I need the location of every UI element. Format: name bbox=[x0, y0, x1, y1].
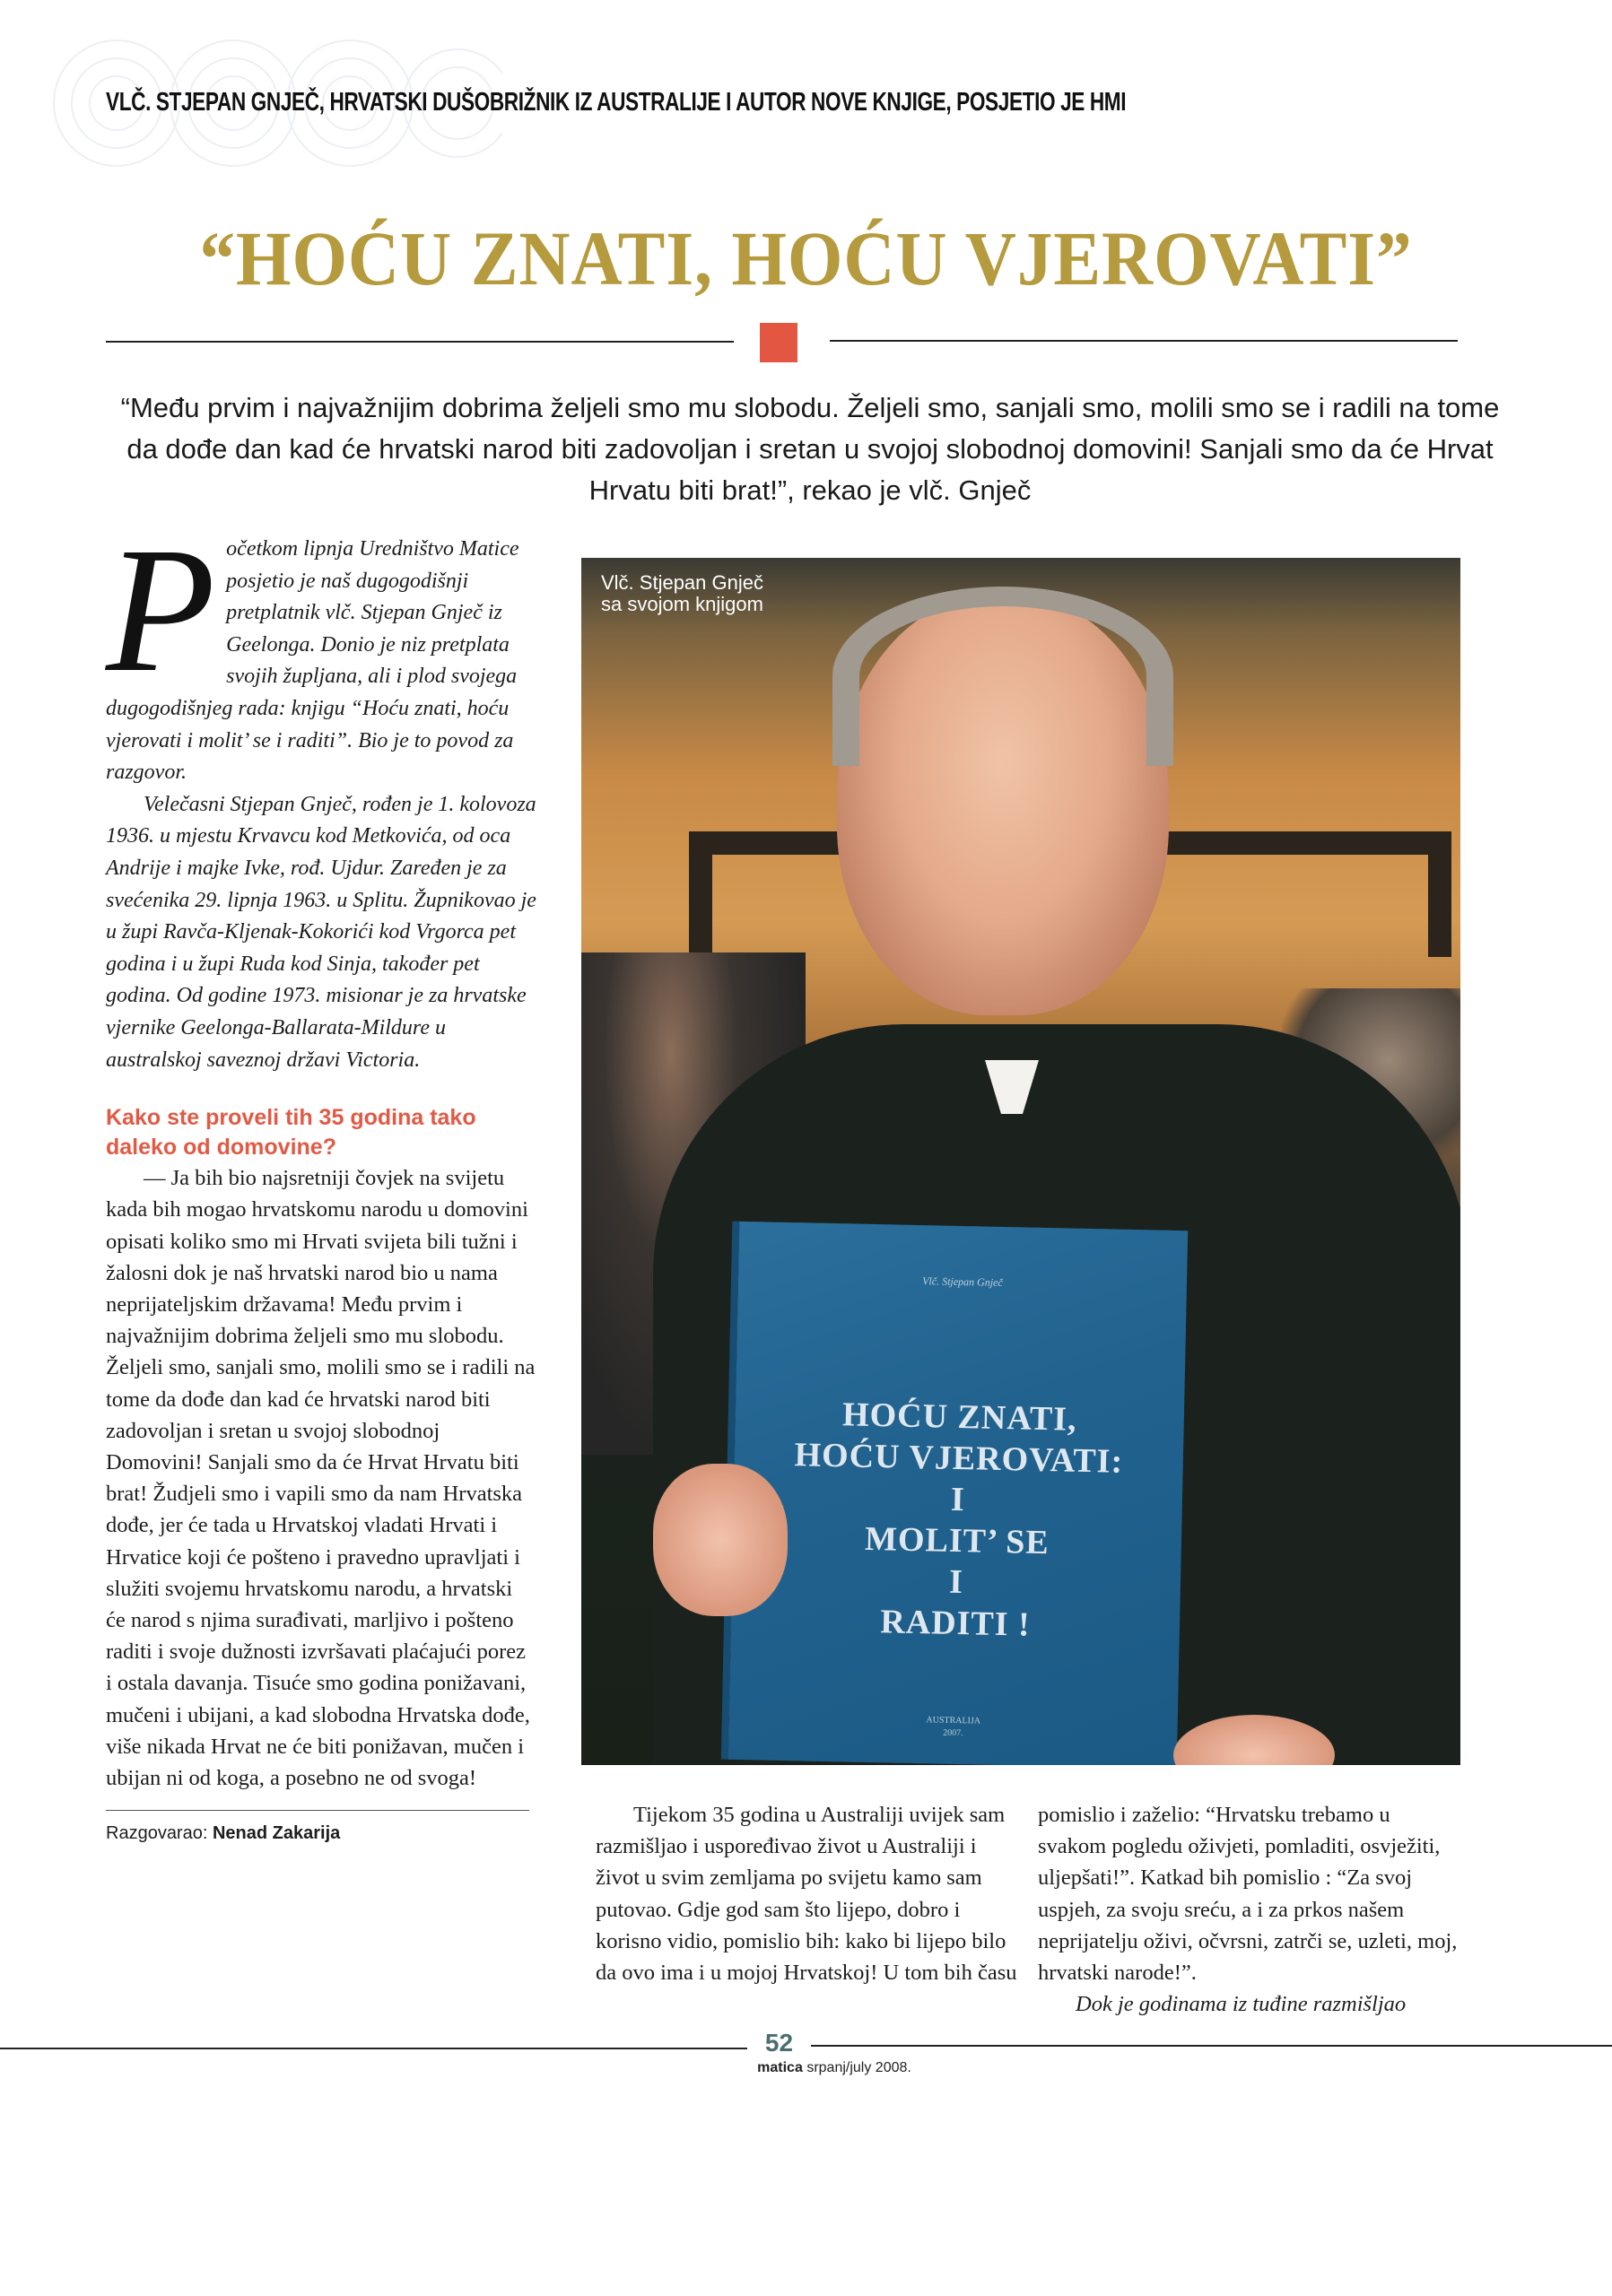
byline-author: Nenad Zakarija bbox=[212, 1823, 341, 1844]
book-imprint: AUSTRALIJA 2007. bbox=[926, 1715, 981, 1739]
photo-caption: Vlč. Stjepan Gnječ sa svojom knjigom bbox=[601, 571, 763, 615]
article-photo bbox=[581, 558, 1460, 1765]
red-square-ornament bbox=[760, 323, 797, 362]
byline-label: Razgovarao: bbox=[106, 1823, 208, 1844]
column-middle bbox=[596, 1799, 1017, 1988]
magazine-name: matica bbox=[757, 2060, 803, 2075]
byline bbox=[106, 1823, 536, 1844]
column-right bbox=[1038, 1799, 1460, 2020]
book-title: HOĆU ZNATI, HOĆU VJEROVATI: I MOLIT’ SE I RADITI ! bbox=[794, 1396, 1124, 1644]
interview-question: Kako ste proveli tih 35 godina tako daleko od domovine? bbox=[106, 1105, 476, 1161]
photo-book-cover bbox=[728, 1222, 1188, 1765]
interview-answer: — Ja bih bio najsretniji čovjek na svijetu kada bih mogao hrvatskomu narodu u domovini opisati koliko smo mi Hrvati svijeta bili tužni i žalosni dok je naš hrvatski narod bio u nama neprijateljskim državama! Među prvim i najvažnijim dobrima željeli smo mu slobodu. Željeli smo, sanjali smo, molili smo se i radili na tome da dođe dan kad će hrvatski narod biti zadovoljan i sretan u svojoj slobodnoj Domovini! Sanjali smo da će Hrvat Hrvatu biti brat! Žudjeli smo i vapili smo da nam Hrvatska dođe, jer će tada u Hrvatskoj vladati Hrvati i Hrvatice koji će pošteno i pravedno upravljati i služiti svojemu hrvatskomu narodu, a hrvatski će narod s njima surađivati, marljivo i pošteno raditi i svoje dužnosti izvršavati plaćajući porez i ostala davanja. Tisuće smo godina ponižavani, mučeni i ubijani, a kad slobodna Hrvatska dođe, više nikada Hrvat ne će biti ponižavan, mučen i ubijan ni od koga, a posebno ne od svoga! bbox=[106, 1166, 536, 1790]
footer-rule-right bbox=[811, 2045, 1612, 2047]
footer-publication bbox=[538, 2060, 1166, 2076]
footer-rule-left bbox=[0, 2048, 747, 2049]
article-kicker: VLČ. STJEPAN GNJEČ, HRVATSKI DUŠOBRIŽNIK IZ AUSTRALIJE I AUTOR NOVE KNJIGE, POSJETIO JE HMI bbox=[106, 88, 1127, 117]
headline-rule-left bbox=[106, 341, 734, 343]
drop-cap: P bbox=[106, 511, 216, 709]
intro-paragraph-2: Velečasni Stjepan Gnječ, rođen je 1. kolovoza 1936. u mjestu Krvavcu kod Metkovića, od oca Andrije i majke Ivke, rođ. Ujdur. Zaređen je za svećenika 29. lipnja 1963. u Splitu. Župnikovao je u župi Ravča-Kljenak-Kokorići kod Vrgorca pet godina i u župi Ruda kod Sinja, također pet godina. Od godine 1973. misionar je za hrvatske vjernike Geelonga-Ballarata-Mildure u australskoj saveznoj državi Victoria. bbox=[106, 792, 536, 1072]
magazine-issue: srpanj/july 2008. bbox=[806, 2060, 911, 2075]
page-number: 52 bbox=[764, 2029, 794, 2057]
body-paragraph: Tijekom 35 godina u Australiji uvijek sam razmišljao i uspoređivao život u Australiji i život u svim zemljama po svijetu kamo sam putovao. Gdje god sam što lijepo, dobro i korisno vidio, pomislio bih: kako bi lijepo bilo da ovo ima i u mojoj Hrvatskoj! U tom bih času bbox=[596, 1803, 1017, 1986]
body-paragraph: pomislio i zaželio: “Hrvatsku trebamo u svakom pogledu oživjeti, pomladiti, osvježiti, uljepšati!”. Katkad bih pomislio : “Za svoj uspjeh, za svoju sreću, a i za prkos našem neprijatelju oživi, očvrsni, zatrči se, uzleti, moj, hrvatski narode!”. bbox=[1038, 1803, 1458, 1986]
article-intro bbox=[106, 511, 536, 1076]
body-paragraph-italic: Dok je godinama iz tuđine razmišljao bbox=[1076, 1992, 1407, 2017]
photo-hand bbox=[653, 1464, 788, 1616]
intro-paragraph-1: očetkom lipnja Uredništvo Matice posjetio je naš dugogodišnji pretplatnik vlč. Stjepan Gnječ iz Geelonga. Donio je niz pretplata svojih župljana, ali i plod svojega dugogodišnjeg rada: knjigu “Hoću znati, hoću vjerovati i molit’ se i raditi”. Bio je to povod za razgovor. bbox=[106, 537, 519, 785]
column-left bbox=[106, 511, 536, 1844]
article-lede-quote: “Među prvim i najvažnijim dobrima željeli smo mu slobodu. Željeli smo, sanjali smo, molili smo se i radili na tome da dođe dan kad će hrvatski narod biti zadovoljan i sretan u svojoj slobodnoj domovini! Sanjali smo da će Hrvat Hrvatu biti brat!”, rekao je vlč. Gnječ bbox=[120, 392, 1500, 506]
headline-rule-right bbox=[830, 340, 1458, 342]
book-author: Vlč. Stjepan Gnječ bbox=[922, 1274, 1003, 1289]
photo-priest-hair bbox=[832, 587, 1173, 766]
byline-divider bbox=[106, 1810, 529, 1811]
article-headline: “HOĆU ZNATI, HOĆU VJEROVATI” bbox=[199, 215, 1413, 301]
